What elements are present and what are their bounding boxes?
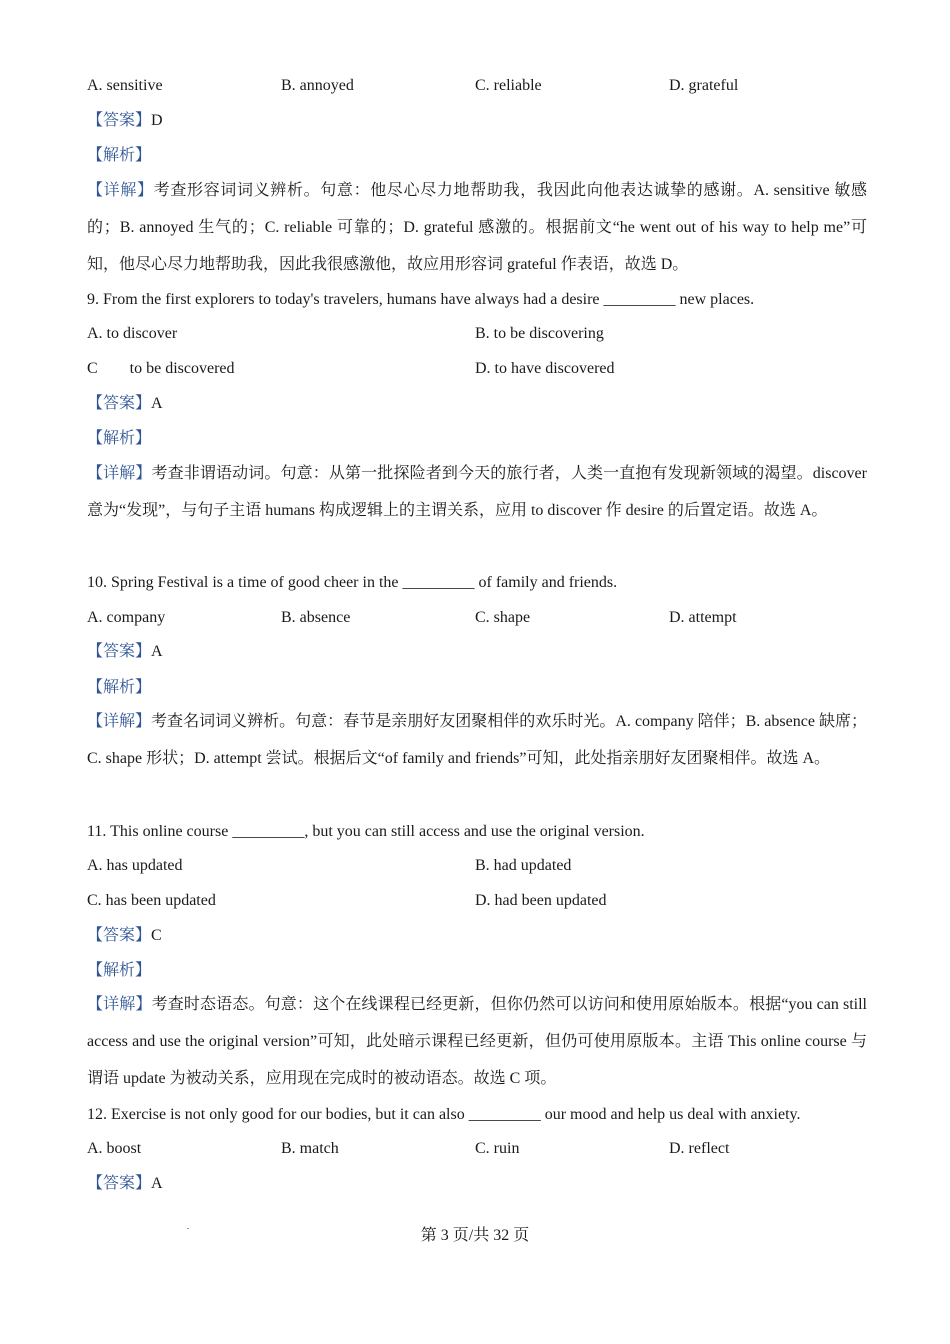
q9-option-d: D. to have discovered [475, 360, 615, 377]
q11-option-a: A. has updated [87, 857, 183, 874]
q11-option-c: C. has been updated [87, 892, 216, 909]
q11-analysis-label: 【解析】 [87, 962, 152, 979]
q9-answer [87, 394, 163, 414]
answer-label: 【答案】 [87, 927, 152, 944]
detail-text: 考查形容词词义辨析。句意：他尽心尽力地帮助我，我因此向他表达诚挚的感谢。A. sensitive 敏感的；B. annoyed 生气的；C. reliable 可靠的；D. grateful 感激的。根据前文“he went out of his way to help me”可知，他尽心尽力地帮助我，因此我很感激他，故应用形容词 grateful 作表语，故选 D。 [87, 182, 867, 273]
q12-answer [87, 1174, 163, 1194]
detail-label: 【详解】 [87, 996, 152, 1013]
q9-option-c: C to be discovered [87, 360, 235, 377]
q12-option-c: C. ruin [475, 1140, 520, 1157]
detail-text: 考查非谓语动词。句意：从第一批探险者到今天的旅行者，人类一直抱有发现新领域的渴望。discover 意为“发现”，与句子主语 humans 构成逻辑上的主谓关系，应用 to discover 作 desire 的后置定语。故选 A。 [87, 465, 867, 519]
answer-label: 【答案】 [87, 112, 152, 129]
detail-text: 考查时态语态。句意：这个在线课程已经更新，但你仍然可以访问和使用原始版本。根据“you can still access and use the original version”可知，此处暗示课程已经更新，但仍可使用原版本。主语 This online course 与谓语 update 为被动关系，应用现在完成时的被动语态。故选 C 项。 [87, 996, 867, 1087]
answer-label: 【答案】 [87, 1175, 152, 1192]
answer-value: C [151, 927, 162, 944]
q9-detail [87, 455, 867, 529]
q10-option-a: A. company [87, 609, 166, 626]
answer-label: 【答案】 [87, 643, 152, 660]
q12-option-b: B. match [281, 1140, 339, 1157]
q11-answer [87, 926, 162, 946]
answer-value: A [151, 1175, 163, 1192]
q8-option-d: D. grateful [669, 77, 739, 94]
detail-label: 【详解】 [87, 713, 152, 730]
page-indicator: 第 3 页/共 32 页 [420, 1227, 530, 1244]
q8-option-b: B. annoyed [281, 77, 354, 94]
detail-label: 【详解】 [87, 182, 154, 199]
q8-option-a: A. sensitive [87, 77, 163, 94]
answer-value: D [151, 112, 163, 129]
q12-question: 12. Exercise is not only good for our bodies, but it can also _________ our mood and help us deal with anxiety. [87, 1106, 801, 1123]
q10-option-b: B. absence [281, 609, 351, 626]
q8-answer [87, 111, 163, 131]
q9-analysis-label: 【解析】 [87, 430, 152, 447]
q10-option-d: D. attempt [669, 609, 737, 626]
q8-detail [87, 172, 867, 283]
q10-answer [87, 642, 163, 662]
q9-option-b: B. to be discovering [475, 325, 604, 342]
q11-option-b: B. had updated [475, 857, 572, 874]
q12-option-d: D. reflect [669, 1140, 730, 1157]
answer-label: 【答案】 [87, 395, 152, 412]
q10-detail [87, 703, 867, 777]
q10-question: 10. Spring Festival is a time of good cheer in the _________ of family and friends. [87, 574, 618, 591]
q11-question: 11. This online course _________, but you can still access and use the original version. [87, 823, 645, 840]
answer-value: A [151, 643, 163, 660]
q9-option-a: A. to discover [87, 325, 178, 342]
detail-text: 考查名词词义辨析。句意：春节是亲朋好友团聚相伴的欢乐时光。A. company 陪伴；B. absence 缺席；C. shape 形状；D. attempt 尝试。根据后文“of family and friends”可知，此处指亲朋好友团聚相伴。故选 A。 [87, 713, 867, 767]
q10-option-c: C. shape [475, 609, 531, 626]
detail-label: 【详解】 [87, 465, 152, 482]
q12-option-a: A. boost [87, 1140, 142, 1157]
q9-question: 9. From the first explorers to today's travelers, humans have always had a desire _________ new places. [87, 291, 755, 308]
q11-detail [87, 986, 867, 1097]
answer-value: A [151, 395, 163, 412]
q11-option-d: D. had been updated [475, 892, 607, 909]
q10-analysis-label: 【解析】 [87, 679, 152, 696]
q8-option-c: C. reliable [475, 77, 542, 94]
q8-analysis-label: 【解析】 [87, 147, 152, 164]
